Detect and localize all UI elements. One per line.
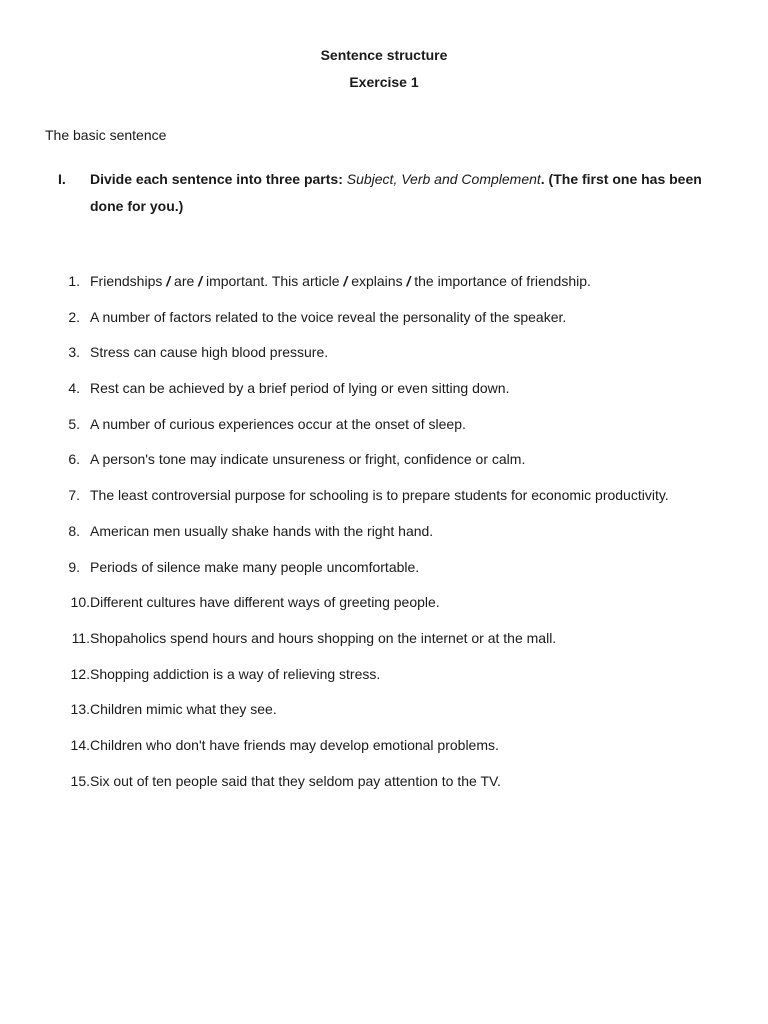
exercise-title: Exercise 1 <box>349 74 419 90</box>
list-item-number: 7. <box>68 487 80 504</box>
list-item <box>58 343 738 379</box>
separator-slash: / <box>166 273 171 289</box>
list-item-sentence: Periods of silence make many people uncomfortable. <box>90 558 420 575</box>
list-item-number: 3. <box>68 344 80 361</box>
example-segment: are <box>170 273 199 289</box>
list-item-number: 2. <box>68 308 80 325</box>
list-item-sentence: Stress can cause high blood pressure. <box>90 344 329 361</box>
instruction-lead: Divide each sentence into three parts: <box>90 171 347 187</box>
instruction-text <box>90 166 728 220</box>
list-item <box>58 665 738 701</box>
list-item-sentence: Children mimic what they see. <box>90 701 277 718</box>
instruction-numeral: I. <box>58 171 66 187</box>
example-segment: the importance of friendship. <box>410 273 591 289</box>
document-title: Sentence structure <box>320 47 448 63</box>
list-item-number: 15. <box>70 772 90 789</box>
list-item-number: 8. <box>68 522 80 539</box>
list-item-number: 1. <box>68 273 80 289</box>
instruction-parts: Subject, Verb and Complement <box>346 171 541 187</box>
instruction-tail: . (The first one has been done for you.) <box>90 171 702 214</box>
separator-slash: / <box>343 273 348 289</box>
instruction-block <box>58 166 728 220</box>
list-item-sentence: Rest can be achieved by a brief period of lying or even sitting down. <box>90 380 510 397</box>
section-heading: The basic sentence <box>45 127 167 143</box>
list-item-sentence: Six out of ten people said that they seldom pay attention to the TV. <box>90 772 501 789</box>
example-segment: important. This article <box>202 273 344 289</box>
list-item-number: 12. <box>70 665 90 682</box>
list-item-number: 10. <box>70 594 90 611</box>
list-item-number: 6. <box>68 451 80 468</box>
list-item-sentence: Children who don't have friends may develop emotional problems. <box>90 736 499 753</box>
separator-slash: / <box>406 273 411 289</box>
list-item-sentence: American men usually shake hands with the right hand. <box>90 522 434 539</box>
list-item-sentence <box>90 272 591 290</box>
list-item-sentence: Different cultures have different ways of greeting people. <box>90 594 440 611</box>
list-item-number: 9. <box>68 558 80 575</box>
list-item <box>58 593 738 629</box>
list-item-number: 5. <box>68 415 80 432</box>
list-item-number: 13. <box>70 701 90 718</box>
list-item-sentence: A number of curious experiences occur at the onset of sleep. <box>90 415 466 432</box>
list-item <box>58 415 738 451</box>
list-item <box>58 629 738 665</box>
list-item-sentence: The least controversial purpose for schooling is to prepare students for economic productivity. <box>90 487 669 504</box>
list-item <box>58 486 738 522</box>
list-item <box>58 522 738 558</box>
list-item-sentence: Shopaholics spend hours and hours shopping on the internet or at the mall. <box>90 629 557 646</box>
list-item <box>58 736 738 772</box>
list-item-number: 14. <box>70 736 90 753</box>
list-item <box>58 772 738 808</box>
list-item <box>58 379 738 415</box>
list-item <box>58 558 738 594</box>
list-item-number: 11. <box>71 629 90 646</box>
separator-slash: / <box>198 273 203 289</box>
list-item <box>58 450 738 486</box>
list-item-sentence: Shopping addiction is a way of relieving stress. <box>90 665 381 682</box>
list-item-sentence: A person's tone may indicate unsureness or fright, confidence or calm. <box>90 451 526 468</box>
list-item <box>58 700 738 736</box>
example-segment: Friendships <box>90 273 167 289</box>
list-item-example <box>58 272 738 308</box>
list-item-sentence: A number of factors related to the voice reveal the personality of the speaker. <box>90 308 567 325</box>
list-item <box>58 308 738 344</box>
list-item-number: 4. <box>68 380 80 397</box>
sentence-list <box>58 272 738 807</box>
example-segment: explains <box>347 273 407 289</box>
